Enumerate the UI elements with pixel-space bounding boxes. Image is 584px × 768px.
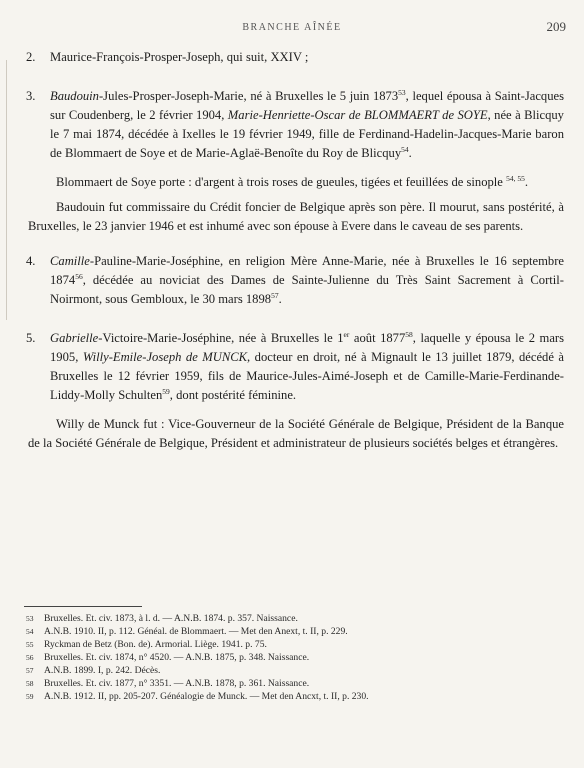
footnote-number: 56 bbox=[26, 653, 34, 662]
footnote bbox=[26, 690, 566, 703]
given-name: Gabrielle bbox=[50, 331, 99, 345]
entry-number: 3. bbox=[26, 89, 36, 103]
entry-text: . bbox=[408, 146, 412, 160]
footnote-ref: 58 bbox=[405, 329, 413, 339]
footnote-text: A.N.B. 1899. I, p. 242. Décès. bbox=[44, 665, 161, 676]
footnote-number: 58 bbox=[26, 679, 34, 688]
footnote bbox=[26, 625, 566, 638]
entry-text: , laquelle y épousa le 2 mars 1905, bbox=[50, 331, 564, 364]
footnote-rule bbox=[24, 606, 142, 607]
entry-text: Maurice-François-Prosper-Joseph, qui suit, XXIV ; bbox=[50, 50, 309, 64]
footnote-text: Bruxelles. Et. civ. 1874, n° 4520. — A.N.B. 1875, p. 348. Naissance. bbox=[44, 652, 310, 663]
paragraph-text: Willy de Munck fut : Vice-Gouverneur de la Société Générale de Belgique, Président de la Banque de la Société Générale de Belgique, Président et administrateur de plusieurs sociétés belges et étrangères. bbox=[28, 417, 564, 450]
footnote-number: 57 bbox=[26, 666, 34, 675]
entry-3 bbox=[0, 87, 584, 163]
footnotes bbox=[26, 612, 566, 703]
footnote bbox=[26, 664, 566, 677]
footnote-ref: 56 bbox=[75, 271, 83, 281]
given-name: Camille bbox=[50, 254, 90, 268]
entry-text: , docteur en droit, né à Mignault le 13 juillet 1879, décédé à Bruxelles le 12 février 1959, fils de Maurice-Jules-Aimé-Joseph et de Camille-Marie-Ferdinande-Liddy-Molly Schulten bbox=[50, 350, 565, 402]
footnote-number: 54 bbox=[26, 627, 34, 636]
footnote-number: 59 bbox=[26, 692, 34, 701]
entry-number: 2. bbox=[26, 50, 36, 64]
footnote-ref: 54, 55 bbox=[506, 173, 525, 183]
footnote bbox=[26, 651, 566, 664]
entry-text: , dont postérité féminine. bbox=[169, 388, 297, 402]
ordinal-suffix: er bbox=[343, 329, 350, 339]
paragraph-text: Blommaert de Soye porte : d'argent à trois roses de gueules, tigées et feuillées de sinople bbox=[56, 175, 503, 189]
footnote-text: Bruxelles. Et. civ. 1877, n° 3351. — A.N.B. 1878, p. 361. Naissance. bbox=[44, 678, 310, 689]
entry-text: . bbox=[278, 292, 282, 306]
entry-text: , décédée au noviciat des Dames de Sainte-Julienne du Très Saint Sacrement à Cortil-Noirmont, sous Gembloux, le 30 mars 1898 bbox=[50, 273, 564, 306]
footnote-text: Bruxelles. Et. civ. 1873, à l. d. — A.N.B. 1874. p. 357. Naissance. bbox=[44, 613, 298, 624]
given-name: Baudouin bbox=[50, 89, 99, 103]
running-head: BRANCHE AÎNÉE bbox=[242, 22, 342, 33]
footnote-number: 53 bbox=[26, 614, 34, 623]
entry-2 bbox=[0, 48, 584, 67]
paragraph-text: . bbox=[524, 175, 528, 189]
paragraph-willy bbox=[0, 415, 584, 453]
footnote-text: Ryckman de Betz (Bon. de). Armorial. Liège. 1941. p. 75. bbox=[44, 639, 267, 650]
footnote-number: 55 bbox=[26, 640, 34, 649]
entry-4 bbox=[0, 252, 584, 309]
footnote-ref: 59 bbox=[162, 386, 170, 396]
entry-text: -Pauline-Marie-Joséphine, en religion Mère Anne-Marie, née à Bruxelles le 16 septembre 1874 bbox=[50, 254, 564, 287]
footnote-ref: 57 bbox=[271, 290, 279, 300]
footnote-text: A.N.B. 1912. II, pp. 205-207. Généalogie de Munck. — Met den Ancxt, t. II, p. 230. bbox=[44, 691, 369, 702]
entry-text: -Victoire-Marie-Joséphine, née à Bruxelles le 1 bbox=[98, 331, 344, 345]
entry-number: 5. bbox=[26, 331, 36, 345]
page-number: 209 bbox=[546, 19, 566, 34]
entry-number: 4. bbox=[26, 254, 36, 268]
footnote bbox=[26, 638, 566, 651]
body-text bbox=[0, 48, 584, 459]
entry-5 bbox=[0, 329, 584, 405]
footnote-ref: 54 bbox=[401, 144, 409, 154]
entry-text: -Jules-Prosper-Joseph-Marie, né à Bruxelles le 5 juin 1873 bbox=[98, 89, 399, 103]
paragraph-baudouin bbox=[0, 198, 584, 236]
footnote-text: A.N.B. 1910. II, p. 112. Généal. de Blommaert. — Met den Anext, t. II, p. 229. bbox=[44, 626, 348, 637]
entry-text: août 1877 bbox=[349, 331, 406, 345]
entry-text: , lequel épousa à Saint-Jacques sur Coudenberg, le 2 février 1904, bbox=[50, 89, 564, 122]
entry-text: , née à Blicquy le 7 mai 1874, décédée à Ixelles le 19 février 1949, fille de Ferdinand-Hadelin-Jacques-Marie baron de Blommaert de Soye et de Marie-Aglaë-Benoîte du Roy de Blicquy bbox=[50, 108, 564, 160]
footnote bbox=[26, 677, 566, 690]
spouse-name: Marie-Henriette-Oscar de BLOMMAERT de SOYE bbox=[227, 108, 488, 122]
footnote-ref: 53 bbox=[398, 87, 406, 97]
footnote bbox=[26, 612, 566, 625]
paragraph-text: Baudouin fut commissaire du Crédit foncier de Belgique après son père. Il mourut, sans postérité, à Bruxelles, le 23 janvier 1946 et est inhumé avec son épouse à Evere dans le caveau de ses parents. bbox=[28, 200, 564, 233]
spouse-name: Willy-Emile-Joseph de MUNCK bbox=[82, 350, 248, 364]
paragraph-blazon bbox=[0, 173, 584, 192]
